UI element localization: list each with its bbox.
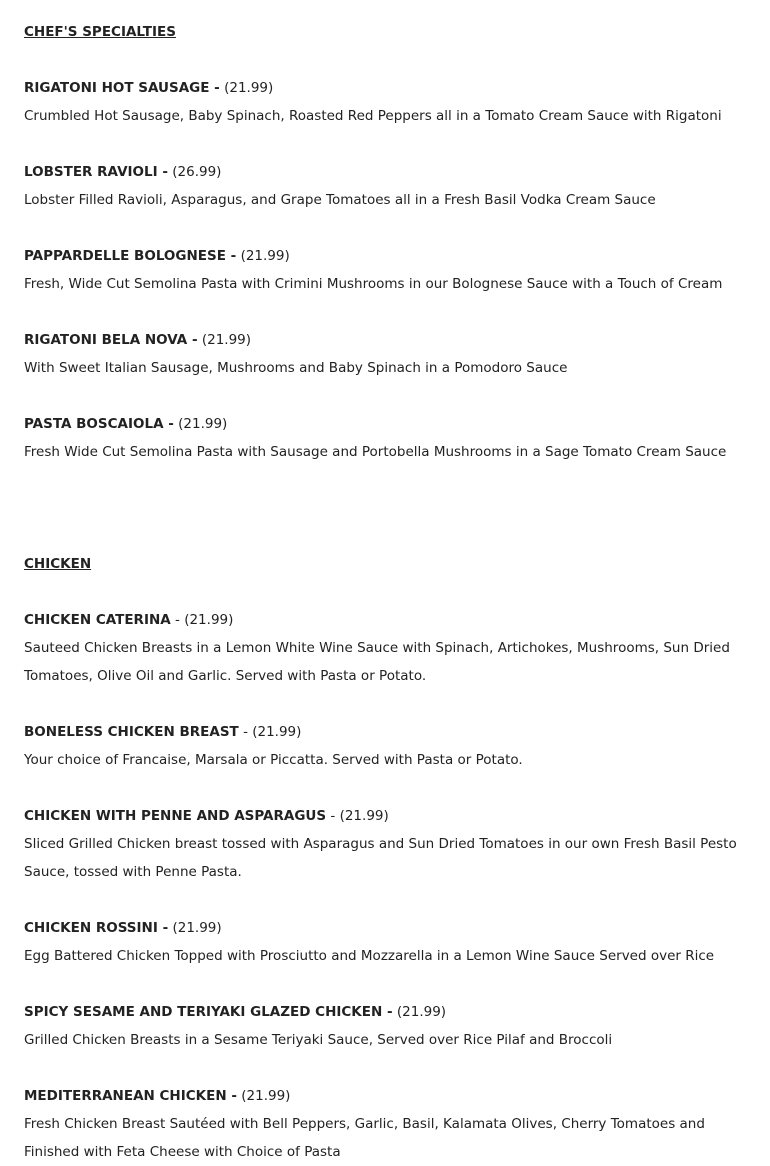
menu-item xyxy=(24,326,744,382)
menu-item-description: Sliced Grilled Chicken breast tossed with Asparagus and Sun Dried Tomatoes in our own Fresh Basil Pesto Sauce, tossed with Penne Pasta. xyxy=(24,836,737,880)
menu-item-name: MEDITERRANEAN CHICKEN - xyxy=(24,1088,237,1104)
menu-item-description: Egg Battered Chicken Topped with Prosciutto and Mozzarella in a Lemon Wine Sauce Served over Rice xyxy=(24,948,715,964)
menu-item-price: (21.99) xyxy=(396,1004,447,1020)
menu-item-title xyxy=(24,606,744,634)
section-heading: CHICKEN xyxy=(24,556,92,572)
menu-item-title xyxy=(24,914,744,942)
menu-item xyxy=(24,718,744,774)
menu-item-title xyxy=(24,410,744,438)
menu-item-description: Fresh, Wide Cut Semolina Pasta with Crimini Mushrooms in our Bolognese Sauce with a Touch of Cream xyxy=(24,276,723,292)
menu-item-description: Your choice of Francaise, Marsala or Piccatta. Served with Pasta or Potato. xyxy=(24,752,523,768)
menu-item-price: (21.99) xyxy=(252,724,302,740)
menu-item xyxy=(24,606,744,690)
menu-item-name: RIGATONI HOT SAUSAGE - xyxy=(24,80,220,96)
menu-item-price: (21.99) xyxy=(240,248,290,264)
menu-item-name: BONELESS CHICKEN BREAST xyxy=(24,724,239,740)
menu-item-description: Sauteed Chicken Breasts in a Lemon White Wine Sauce with Spinach, Artichokes, Mushrooms, Sun Dried Tomatoes, Olive Oil and Garlic. Served with Pasta or Potato. xyxy=(24,640,730,684)
menu-item-price: (26.99) xyxy=(172,164,222,180)
menu-item-separator: - xyxy=(330,808,336,824)
menu-item-title xyxy=(24,718,744,746)
menu-item xyxy=(24,802,744,886)
menu-item-name: LOBSTER RAVIOLI - xyxy=(24,164,168,180)
menu-item-price: (21.99) xyxy=(224,80,274,96)
menu-item xyxy=(24,1082,744,1166)
menu-item-title xyxy=(24,242,744,270)
menu-item-name: PASTA BOSCAIOLA - xyxy=(24,416,174,432)
section-heading: CHEF'S SPECIALTIES xyxy=(24,24,176,40)
menu-item xyxy=(24,998,744,1054)
menu-item xyxy=(24,914,744,970)
menu-item-price: (21.99) xyxy=(201,332,252,348)
menu-item-name: CHICKEN CATERINA xyxy=(24,612,171,628)
menu-item-description: Fresh Wide Cut Semolina Pasta with Sausage and Portobella Mushrooms in a Sage Tomato Cream Sauce xyxy=(24,444,727,460)
menu-item-title xyxy=(24,1082,744,1110)
menu-item-separator: - xyxy=(175,612,180,628)
menu-item-price: (21.99) xyxy=(172,920,222,936)
menu-item-name: SPICY SESAME AND TERIYAKI GLAZED CHICKEN - xyxy=(24,1004,393,1020)
menu-item-title xyxy=(24,326,744,354)
menu-item-price: (21.99) xyxy=(178,416,228,432)
section-chicken xyxy=(24,550,744,1166)
menu-item-title xyxy=(24,802,744,830)
menu-item-name: PAPPARDELLE BOLOGNESE - xyxy=(24,248,237,264)
menu-item-name: RIGATONI BELA NOVA - xyxy=(24,332,198,348)
menu-item xyxy=(24,158,744,214)
menu-item-description: Grilled Chicken Breasts in a Sesame Teriyaki Sauce, Served over Rice Pilaf and Broccoli xyxy=(24,1032,613,1048)
menu-item-description: With Sweet Italian Sausage, Mushrooms and Baby Spinach in a Pomodoro Sauce xyxy=(24,360,568,376)
menu-item-description: Crumbled Hot Sausage, Baby Spinach, Roasted Red Peppers all in a Tomato Cream Sauce with Rigatoni xyxy=(24,108,722,124)
menu-item xyxy=(24,242,744,298)
menu-item-description: Lobster Filled Ravioli, Asparagus, and Grape Tomatoes all in a Fresh Basil Vodka Cream Sauce xyxy=(24,192,656,208)
menu-page xyxy=(24,18,744,1166)
menu-item-name: CHICKEN ROSSINI - xyxy=(24,920,169,936)
menu-item-title xyxy=(24,74,744,102)
menu-item-name: CHICKEN WITH PENNE AND ASPARAGUS xyxy=(24,808,327,824)
menu-item-title xyxy=(24,158,744,186)
menu-item xyxy=(24,410,744,466)
menu-item-separator: - xyxy=(243,724,248,740)
menu-item-title xyxy=(24,998,744,1026)
menu-item-price: (21.99) xyxy=(339,808,389,824)
section-chefs-specialties xyxy=(24,18,744,466)
menu-item-price: (21.99) xyxy=(184,612,234,628)
menu-item-description: Fresh Chicken Breast Sautéed with Bell Peppers, Garlic, Basil, Kalamata Olives, Cherry Tomatoes and Finished with Feta Cheese with Choice of Pasta xyxy=(24,1116,705,1160)
menu-item-price: (21.99) xyxy=(241,1088,291,1104)
menu-item xyxy=(24,74,744,130)
